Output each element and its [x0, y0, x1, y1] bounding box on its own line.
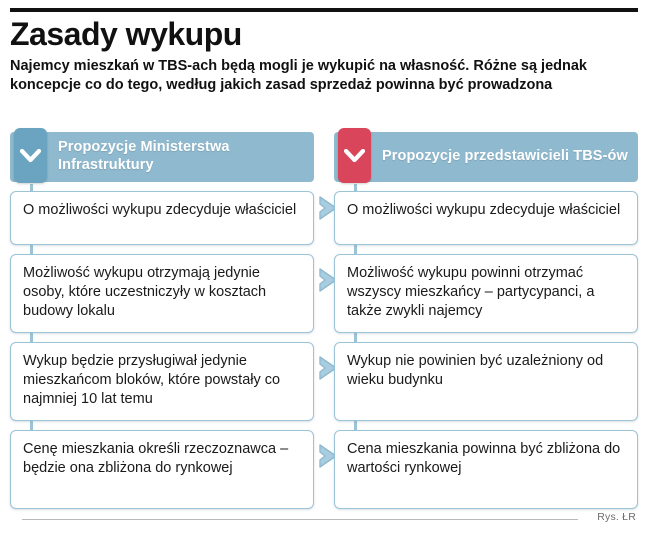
- list-item: [10, 430, 314, 509]
- list-item-text: Możliwość wykupu powinni otrzymać wszyscy mieszkańcy – partycypanci, a także zwykli najemcy: [347, 265, 595, 319]
- column-title-tbs: Propozycje przedstawicieli TBS-ów: [382, 148, 628, 165]
- list-item-text: Możliwość wykupu otrzymają jedynie osoby, które uczestniczyły w kosztach budowy lokalu: [23, 265, 267, 319]
- list-item: [10, 342, 314, 421]
- footer-divider: [22, 519, 578, 520]
- list-item-text: Wykup nie powinien być uzależniony od wieku budynku: [347, 353, 604, 388]
- list-item: [10, 254, 314, 333]
- list-item-text: O możliwości wykupu zdecyduje właściciel: [23, 202, 297, 218]
- list-item: [334, 191, 638, 245]
- list-item-text: Cenę mieszkania określi rzeczoznawca – będzie ona zbliżona do rynkowej: [23, 441, 289, 476]
- page-title: Zasady wykupu: [10, 16, 242, 52]
- column-ministry: [10, 132, 314, 518]
- list-item-text: Wykup będzie przysługiwał jedynie mieszkańcom bloków, które powstały co najmniej 10 lat temu: [23, 353, 281, 407]
- column-title-ministry: Propozycje Ministerstwa Infrastruktury: [58, 139, 230, 173]
- item-list-tbs: [334, 191, 638, 509]
- list-item: [334, 254, 638, 333]
- list-item-text: Cena mieszkania powinna być zbliżona do wartości rynkowej: [347, 441, 621, 476]
- column-header-tbs: [334, 132, 638, 182]
- list-item: [334, 430, 638, 509]
- credit-label: Rys. ŁR: [597, 511, 636, 523]
- column-header-ministry: [10, 132, 314, 182]
- top-rule-divider: [10, 8, 638, 12]
- column-tbs: [334, 132, 638, 518]
- header-block: [10, 18, 638, 95]
- item-list-ministry: [10, 191, 314, 509]
- list-item: [334, 342, 638, 421]
- list-item-text: O możliwości wykupu zdecyduje właściciel: [347, 202, 621, 218]
- chevron-down-icon: [14, 128, 47, 183]
- page-deck: Najemcy mieszkań w TBS-ach będą mogli je wykupić na własność. Różne są jednak koncepcje co do tego, według jakich zasad sprzedaż powinna być prowadzona: [10, 57, 587, 93]
- list-item: [10, 191, 314, 245]
- comparison-columns: [10, 132, 638, 504]
- chevron-down-icon: [338, 128, 371, 183]
